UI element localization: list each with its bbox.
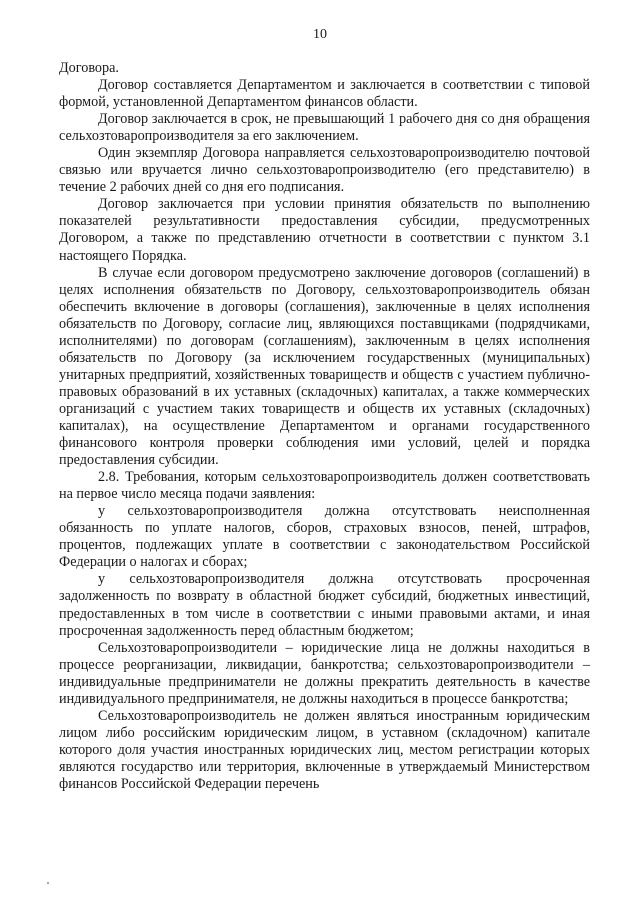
page-number: 10 <box>313 27 327 42</box>
paragraph: В случае если договором предусмотрено заключение договоров (соглашений) в целях исполнения обязательств по Договору, сельхозтоваропроизводитель обязан обеспечить включение в договоры (соглашения), заключенные в целях исполнения обязательств по Договору, согласие лиц, являющихся поставщиками (подрядчиками, исполнителями) по договорам (соглашениям), заключенным в целях исполнения обязательств по Договору (за исключением государственных (муниципальных) унитарных предприятий, хозяйственных товариществ и обществ с участием публично-правовых образований в их уставных (складочных) капиталах, а также коммерческих организаций с участием таких товариществ и обществ их уставных (складочных) капиталах), на осуществление Департаментом и органами государственного финансового контроля проверки соблюдения ими условий, целей и порядка предоставления субсидии. <box>59 264 590 469</box>
paragraph: у сельхозтоваропроизводителя должна отсутствовать просроченная задолженность по возврату в областной бюджет субсидий, бюджетных инвестиций, предоставленных в том числе в соответствии с иными правовыми актами, и иная просроченная задолженность перед областным бюджетом; <box>59 571 590 639</box>
paragraph: Один экземпляр Договора направляется сельхозтоваропроизводителю почтовой связью или вручается лично сельхозтоваропроизводителю (его представителю) в течение 2 рабочих дней со дня его подписания. <box>59 145 590 196</box>
section-heading-paragraph: 2.8. Требования, которым сельхозтоваропроизводитель должен соответствовать на первое число месяца подачи заявления: <box>59 469 590 503</box>
paragraph: Договор заключается в срок, не превышающий 1 рабочего дня со дня обращения сельхозтоваропроизводителя за его заключением. <box>59 111 590 145</box>
paragraph: у сельхозтоваропроизводителя должна отсутствовать неисполненная обязанность по уплате налогов, сборов, страховых взносов, пеней, штрафов, процентов, подлежащих уплате в соответствии с законодательством Российской Федерации о налогах и сборах; <box>59 503 590 571</box>
paragraph: Договор заключается при условии принятия обязательств по выполнению показателей результативности предоставления субсидии, предусмотренных Договором, а также по представлению отчетности в соответствии с пунктом 3.1 настоящего Порядка. <box>59 196 590 264</box>
paragraph: Договор составляется Департаментом и заключается в соответствии с типовой формой, установленной Департаментом финансов области. <box>59 77 590 111</box>
scan-speck <box>47 882 49 884</box>
paragraph: Договора. <box>59 60 119 76</box>
paragraph: Сельхозтоваропроизводитель не должен являться иностранным юридическим лицом либо российским юридическим лицом, в уставном (складочном) капитале которого доля участия иностранных юридических лиц, местом регистрации которых являются государство или территория, включенные в утверждаемый Министерством финансов Российской Федерации перечень <box>59 707 590 792</box>
document-body <box>59 60 590 793</box>
paragraph: Сельхозтоваропроизводители – юридические лица не должны находиться в процессе реорганизации, ликвидации, банкротства; сельхозтоваропроизводители – индивидуальные предприниматели не должны прекратить деятельность в качестве индивидуального предпринимателя, не должны находиться в процессе банкротства; <box>59 639 590 707</box>
